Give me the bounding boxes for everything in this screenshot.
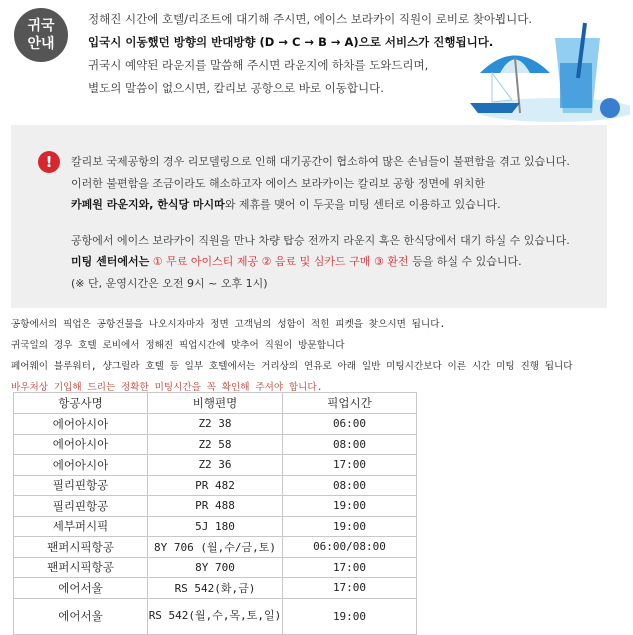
airline-cell: 에어아시아 <box>14 455 148 476</box>
table-row <box>14 537 417 558</box>
flight-cell: 5J 180 <box>148 516 283 537</box>
table-row <box>14 475 417 496</box>
time-cell: 08:00 <box>283 434 417 455</box>
flight-cell: Z2 38 <box>148 414 283 435</box>
notice-p2-line3: (※ 단, 운영시간은 오전 9시 ~ 오후 1시) <box>71 276 268 290</box>
notice-p2-line1: 공항에서 에이스 보라카이 직원을 만나 차량 탑승 전까지 라운지 혹은 한식당에서 대기 하실 수 있습니다. <box>71 233 570 247</box>
flight-cell: RS 542(월,수,목,토,일) <box>148 598 283 634</box>
table-row <box>14 496 417 517</box>
info-line-2: 귀국일의 경우 호텔 로비에서 정해진 픽업시간에 맞추어 직원이 방문합니다 <box>11 340 345 351</box>
beach-illustration-icon <box>460 18 630 123</box>
table-row <box>14 455 417 476</box>
header-flight: 비행편명 <box>148 393 283 414</box>
notice-p2-line2-post: 등을 하실 수 있습니다. <box>412 255 522 268</box>
table-header-row <box>14 393 417 414</box>
flight-cell: 8Y 706 (월,수/금,토) <box>148 537 283 558</box>
time-cell: 17:00 <box>283 578 417 599</box>
airline-cell: 필리핀항공 <box>14 496 148 517</box>
return-notice-badge <box>14 8 68 62</box>
time-cell: 19:00 <box>283 496 417 517</box>
table-row <box>14 414 417 435</box>
return-line-1: 정해진 시간에 호텔/리조트에 대기해 주시면, 에이스 보라카이 직원이 로비로 찾아뵙니다. <box>88 12 533 26</box>
airline-cell: 팬퍼시픽항공 <box>14 557 148 578</box>
header-airline: 항공사명 <box>14 393 148 414</box>
flight-cell: 8Y 700 <box>148 557 283 578</box>
alert-icon: ! <box>38 151 60 173</box>
lounge-names: 카페원 라운지와, 한식당 마시따 <box>71 198 225 211</box>
flight-cell: Z2 58 <box>148 434 283 455</box>
airline-cell: 필리핀항공 <box>14 475 148 496</box>
time-cell: 19:00 <box>283 598 417 634</box>
header-pickup-time: 픽업시간 <box>283 393 417 414</box>
flight-cell: PR 482 <box>148 475 283 496</box>
airline-cell: 에어아시아 <box>14 434 148 455</box>
return-line-2: 입국시 이동했던 방향의 반대방향 (D → C → B → A)으로 서비스가 진행됩니다. <box>88 35 494 49</box>
airline-cell: 세부퍼시픽 <box>14 516 148 537</box>
airline-cell: 팬퍼시픽항공 <box>14 537 148 558</box>
table-row <box>14 516 417 537</box>
pickup-schedule-table <box>13 392 417 635</box>
table-row <box>14 557 417 578</box>
airline-cell: 에어서울 <box>14 598 148 634</box>
flight-cell: RS 542(화,금) <box>148 578 283 599</box>
service-2: ② 음료 및 심카드 구매 <box>261 255 371 268</box>
info-line-1: 공항에서의 픽업은 공항건물을 나오시자마자 정면 고객님의 성함이 적힌 피켓을 찾으시면 됩니다. <box>11 319 446 330</box>
time-cell: 06:00/08:00 <box>283 537 417 558</box>
airline-cell: 에어서울 <box>14 578 148 599</box>
service-3: ③ 환전 <box>373 255 409 268</box>
info-line-4: 바우처상 기입해 드리는 정확한 미팅시간을 꼭 확인해 주셔야 합니다. <box>11 382 323 393</box>
time-cell: 17:00 <box>283 455 417 476</box>
badge-line-2: 안내 <box>27 36 55 52</box>
info-line-3: 페어웨이 블루워터, 샹그릴라 호텔 등 일부 호텔에서는 거리상의 연유로 아래 일반 미팅시간보다 이른 시간 미팅 진행 됩니다 <box>11 361 573 372</box>
notice-p1-line3 <box>71 194 570 216</box>
meeting-center-label: 미팅 센터에서는 <box>71 255 150 268</box>
badge-line-1: 귀국 <box>27 18 55 34</box>
notice-p1-line1: 칼리보 국제공항의 경우 리모델링으로 인해 대기공간이 협소하여 많은 손님들이 불편함을 겪고 있습니다. <box>71 155 570 168</box>
return-line-4: 별도의 말씀이 없으시면, 칼리보 공항으로 바로 이동합니다. <box>88 81 384 95</box>
lounge-notice-panel <box>11 125 607 308</box>
time-cell: 08:00 <box>283 475 417 496</box>
notice-p2-line2 <box>71 251 570 273</box>
flight-cell: Z2 36 <box>148 455 283 476</box>
service-1: ① 무료 아이스티 제공 <box>152 255 259 268</box>
airline-cell: 에어아시아 <box>14 414 148 435</box>
table-row <box>14 578 417 599</box>
notice-p1-line2: 이러한 불편함을 조금이라도 해소하고자 에이스 보라카이는 칼리보 공항 정면에 위치한 <box>71 176 486 190</box>
time-cell: 19:00 <box>283 516 417 537</box>
table-row <box>14 434 417 455</box>
time-cell: 17:00 <box>283 557 417 578</box>
return-notice <box>0 0 633 118</box>
lounge-notice-text <box>71 151 570 294</box>
flight-cell: PR 488 <box>148 496 283 517</box>
notice-p1-line3-rest: 와 제휴를 맺어 이 두곳을 미팅 센터로 이용하고 있습니다. <box>224 198 501 211</box>
pickup-info-lines <box>11 314 573 398</box>
return-line-3: 귀국시 예약된 라운지를 말씀해 주시면 라운지에 하차를 도와드리며, <box>88 58 429 72</box>
time-cell: 06:00 <box>283 414 417 435</box>
